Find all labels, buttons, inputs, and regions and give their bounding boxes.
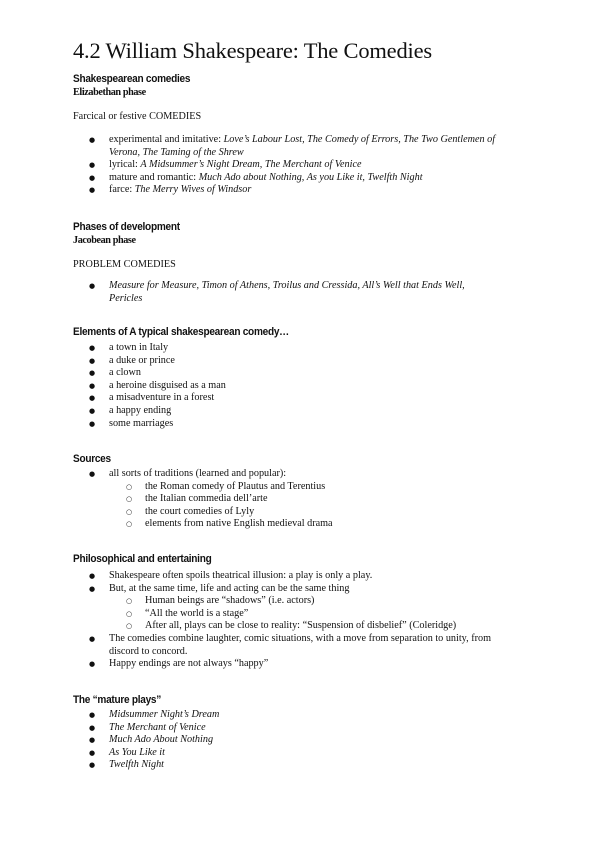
list-item: ● a duke or prince — [0, 355, 499, 368]
list-item: ● a happy ending — [0, 405, 499, 418]
list-item: ● Twelfth Night — [0, 759, 499, 772]
elements-list — [0, 342, 499, 430]
intro-farcical-comedies: Farcical or festive COMEDIES — [73, 111, 202, 122]
list-item: ● all sorts of traditions (learned and popular): ○ the Roman comedy of Plautus and Terentius ○ the Italian commedia dell’arte ○ the court comedies of Lyly ○ elements from native English medieval drama — [0, 468, 390, 531]
comedies-list — [0, 134, 499, 197]
sublist-item: ○ the court comedies of Lyly — [0, 506, 390, 519]
section-heading-shakespearean-comedies: Shakespearean comedies — [73, 73, 191, 85]
list-item: ● a town in Italy — [0, 342, 499, 355]
sublist-item: ○ the Italian commedia dell’arte — [0, 493, 390, 506]
sublist-item: ○ Human beings are “shadows” (i.e. actors) — [0, 595, 390, 608]
section-heading-philosophical: Philosophical and entertaining — [73, 553, 212, 565]
intro-problem-comedies: PROBLEM COMEDIES — [73, 259, 176, 270]
sources-sublist — [0, 481, 390, 531]
subheading-elizabethan-phase: Elizabethan phase — [73, 87, 146, 98]
list-item: ● a misadventure in a forest — [0, 392, 499, 405]
list-item: ● a heroine disguised as a man — [0, 380, 499, 393]
page-title: 4.2 William Shakespeare: The Comedies — [73, 38, 432, 63]
section-heading-sources: Sources — [73, 453, 111, 465]
section-heading-phases-of-development: Phases of development — [73, 221, 180, 233]
section-heading-mature-plays: The “mature plays” — [73, 694, 162, 706]
problem-comedies-list — [0, 280, 499, 305]
section-heading-elements: Elements of A typical shakespearean comedy… — [73, 326, 289, 338]
list-item: ● mature and romantic: Much Ado about Nothing, As you Like it, Twelfth Night — [0, 172, 499, 185]
list-item: ● some marriages — [0, 418, 499, 431]
mature-plays-list — [0, 709, 499, 772]
list-item: ● Happy endings are not always “happy” — [0, 658, 499, 671]
list-item: ● lyrical: A Midsummer’s Night Dream, The Merchant of Venice — [0, 159, 499, 172]
subheading-jacobean-phase: Jacobean phase — [73, 235, 136, 246]
list-item: ● farce: The Merry Wives of Windsor — [0, 184, 499, 197]
list-item: ● experimental and imitative: Love’s Labour Lost, The Comedy of Errors, The Two Gentlemen of Verona, The Taming of the Shrew — [0, 134, 499, 159]
sublist-item: ○ After all, plays can be close to reality: “Suspension of disbelief” (Coleridge) — [0, 620, 390, 633]
list-item: ● As You Like it — [0, 747, 499, 760]
list-item: ● The Merchant of Venice — [0, 722, 499, 735]
sublist-item: ○ “All the world is a stage” — [0, 608, 390, 621]
list-item: ● Measure for Measure, Timon of Athens, Troilus and Cressida, All’s Well that Ends Well, Pericles — [0, 280, 499, 305]
philosophical-sublist — [0, 595, 457, 633]
list-item: ● Much Ado About Nothing — [0, 734, 499, 747]
list-item: ● But, at the same time, life and acting can be the same thing ○ Human beings are “shadows” (i.e. actors) ○ “All the world is a stage” ○ After all, plays can be close to reality: “Suspension of disbelief” (Coleridge) — [0, 583, 390, 633]
list-item: ● The comedies combine laughter, comic situations, with a move from separation to unity, from discord to concord. — [0, 633, 499, 658]
sources-list — [0, 468, 390, 531]
list-item: ● Shakespeare often spoils theatrical illusion: a play is only a play. — [0, 570, 499, 583]
sublist-item: ○ the Roman comedy of Plautus and Terentius — [0, 481, 390, 494]
sublist-item: ○ elements from native English medieval drama — [0, 518, 390, 531]
list-item: ● Midsummer Night’s Dream — [0, 709, 499, 722]
philosophical-list — [0, 570, 499, 671]
list-item: ● a clown — [0, 367, 499, 380]
